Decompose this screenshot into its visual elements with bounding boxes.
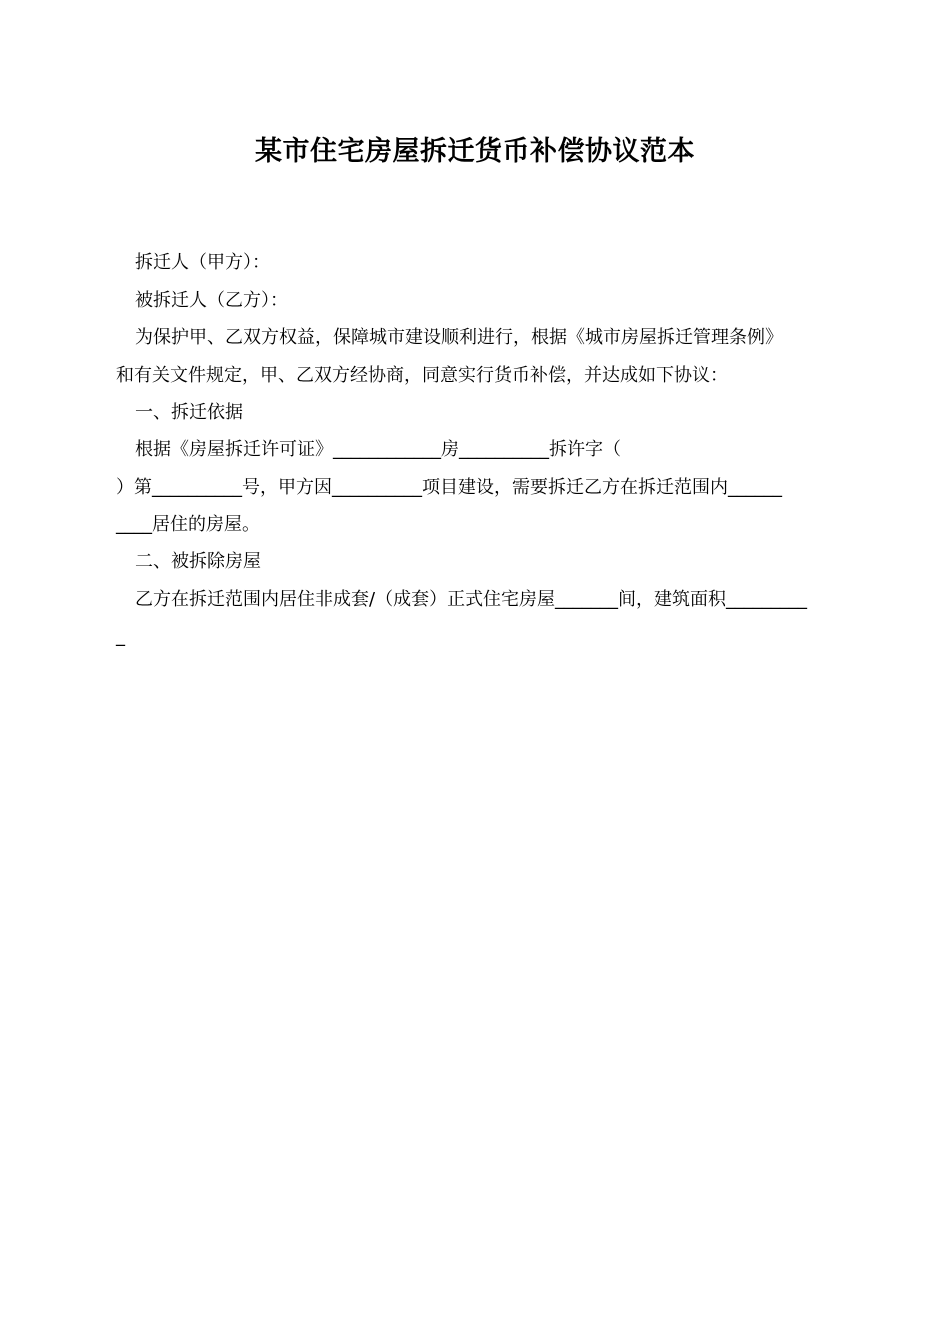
section-heading-house: 二、被拆除房屋 [135,551,261,572]
basis-paragraph-line-2: ）第__________号，甲方因__________项目建设，需要拆迁乙方在拆迁范围内______ [116,477,782,498]
document-title: 某市住宅房屋拆迁货币补偿协议范本 [255,136,695,167]
house-paragraph-line-1: 乙方在拆迁范围内居住非成套/（成套）正式住宅房屋_______间，建筑面积_________ [135,589,808,610]
preamble-line-2: 和有关文件规定，甲、乙双方经协商，同意实行货币补偿，并达成如下协议： [116,365,728,386]
basis-paragraph-line-3: ____居住的房屋。 [116,514,260,535]
preamble-line-1: 为保护甲、乙双方权益，保障城市建设顺利进行，根据《城市房屋拆迁管理条例》 [135,327,783,348]
party-b-line: 被拆迁人（乙方）： [135,290,288,311]
section-heading-basis: 一、拆迁依据 [135,402,243,423]
house-paragraph-line-2: _ [116,626,125,647]
party-a-line: 拆迁人（甲方）： [135,252,270,273]
basis-paragraph-line-1: 根据《房屋拆迁许可证》____________房__________拆许字（ [135,439,621,460]
